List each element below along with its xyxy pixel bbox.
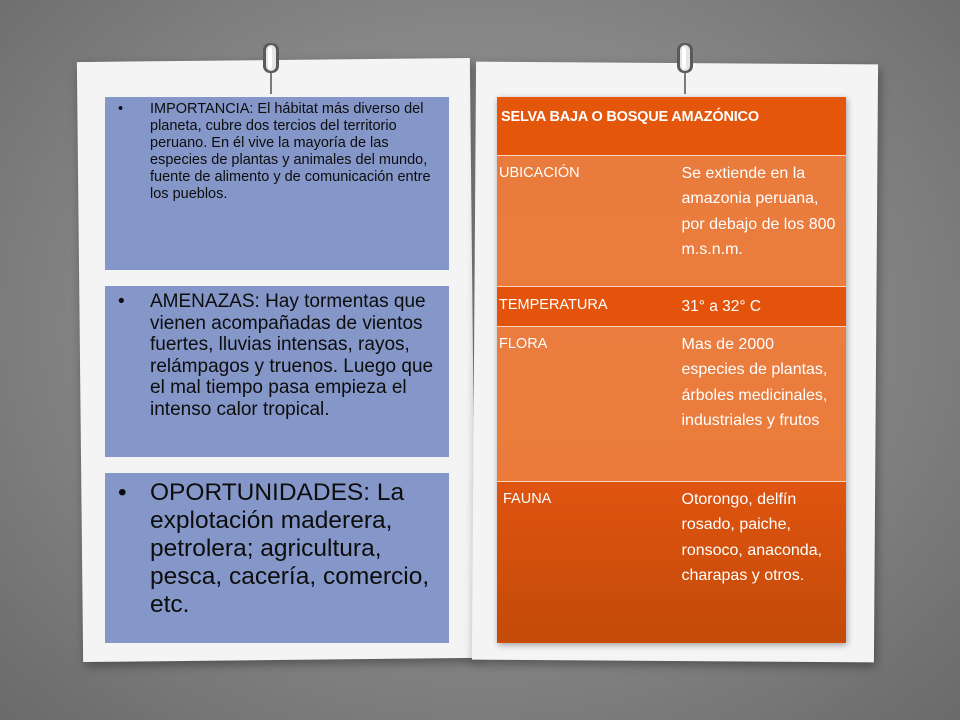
- amenazas-item: [150, 291, 441, 420]
- row-value-fauna: Otorongo, delfín rosado, paiche, ronsoco, anaconda, charapas y otros.: [672, 481, 847, 643]
- row-key-ubicacion: UBICACIÓN: [497, 155, 672, 286]
- table-title: SELVA BAJA O BOSQUE AMAZÓNICO: [497, 97, 846, 155]
- table-row: [497, 481, 846, 643]
- row-key-fauna: FAUNA: [497, 481, 672, 643]
- pushpin-icon: [254, 40, 288, 96]
- row-value-temperatura: 31° a 32° C: [672, 286, 847, 326]
- pushpin-icon: [668, 40, 702, 96]
- table-row: [497, 155, 846, 286]
- oportunidades-text: : La explotación maderera, petrolera; agricultura, pesca, cacería, comercio, etc.: [150, 479, 430, 618]
- table-row: [497, 326, 846, 481]
- amenazas-box: [105, 286, 449, 457]
- table-header-row: [497, 97, 846, 155]
- row-value-flora: Mas de 2000 especies de plantas, árboles medicinales, industriales y frutos: [672, 326, 847, 481]
- importancia-text: : El hábitat más diverso del planeta, cubre dos tercios del territorio peruano. En él vive la mayoría de las especies de plantas y animales del mundo, fuente de alimento y de comunicación entre los pueblos.: [150, 101, 431, 202]
- row-key-flora: FLORA: [497, 326, 672, 481]
- amenazas-label: AMENAZAS: [150, 291, 255, 312]
- importancia-item: [150, 101, 435, 203]
- importancia-box: [105, 97, 449, 270]
- row-value-ubicacion: Se extiende en la amazonia peruana, por debajo de los 800 m.s.n.m.: [672, 155, 847, 286]
- amenazas-text: : Hay tormentas que vienen acompañadas de vientos fuertes, lluvias intensas, rayos, relámpagos y truenos. Luego que el mal tiempo pasa empieza el intenso calor tropical.: [150, 291, 434, 420]
- oportunidades-label: OPORTUNIDADES: [150, 479, 364, 506]
- selva-baja-table: [497, 97, 846, 643]
- importancia-label: IMPORTANCIA: [150, 101, 250, 117]
- oportunidades-item: [150, 479, 443, 619]
- row-key-temperatura: TEMPERATURA: [497, 286, 672, 326]
- oportunidades-box: [105, 473, 449, 643]
- table-row: [497, 286, 846, 326]
